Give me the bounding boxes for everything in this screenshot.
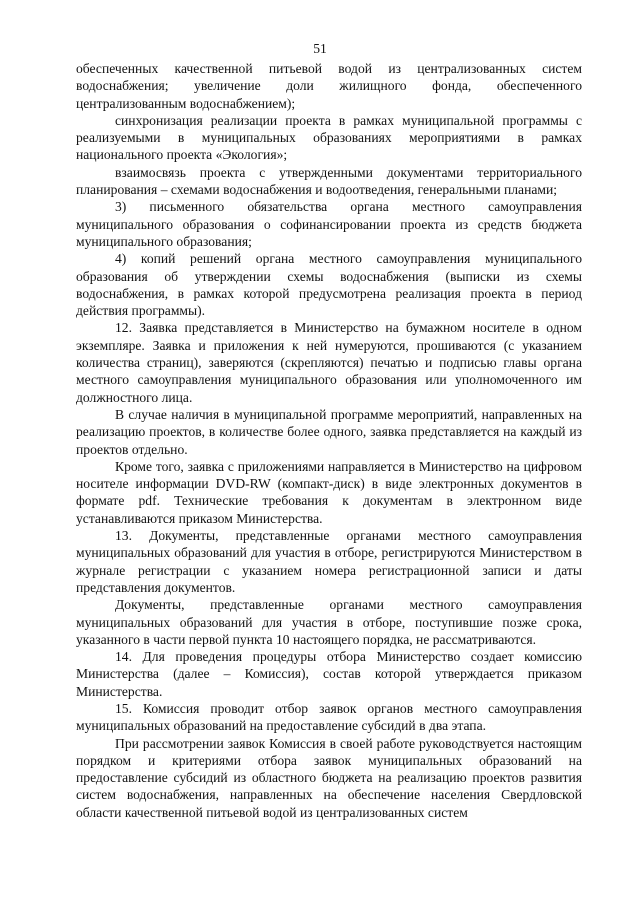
paragraph-clause-14: 14. Для проведения процедуры отбора Министерство создает комиссию Министерства (далее – Комиссия), состав которой утверждается приказом Министерства. (76, 649, 582, 699)
document-body (76, 60, 582, 821)
paragraph-clause-12: 12. Заявка представляется в Министерство на бумажном носителе в одном экземпляре. Заявка и приложения к ней нумеруются, прошиваются (с указанием количества страниц), заверяются (скрепляются) печатью и подписью главы органа местного самоуправления муниципального образования или уполномоченного им должностного лица. (76, 320, 582, 405)
paragraph-late-documents: Документы, представленные органами местного самоуправления муниципальных образований для участия в отборе, поступившие позже срока, указанного в части первой пункта 10 настоящего порядка, не рассматриваются. (76, 597, 582, 647)
paragraph-digital-media: Кроме того, заявка с приложениями направляется в Министерство на цифровом носителе информации DVD-RW (компакт-диск) в виде электронных документов в формате pdf. Технические требования к документам в электронном виде устанавливаются приказом Министерства. (76, 458, 582, 526)
paragraph-multiple-projects: В случае наличия в муниципальной программе мероприятий, направленных на реализацию проектов, в количестве более одного, заявка представляется на каждый из проектов отдельно. (76, 406, 582, 457)
paragraph-interrelation: взаимосвязь проекта с утвержденными документами территориального планирования – схемами водоснабжения и водоотведения, генеральными планами; (76, 164, 582, 198)
paragraph-clause-13: 13. Документы, представленные органами местного самоуправления муниципальных образований для участия в отборе, регистрируются Министерством в журнале регистрации с указанием номера регистрационной записи и даты представления документов. (76, 528, 582, 595)
paragraph-item-4: 4) копий решений органа местного самоуправления муниципального образования об утверждении схемы водоснабжения (выписки из схемы водоснабжения, в рамках которой предусмотрена реализация проекта в период действия программы). (76, 251, 582, 319)
paragraph-review: При рассмотрении заявок Комиссия в своей работе руководствуется настоящим порядком и критериями отбора заявок муниципальных образований на предоставление субсидий из областного бюджета на реализацию проектов развития систем водоснабжения, направленных на обеспечение населения Свердловской области качественной питьевой водой из централизованных систем (76, 735, 582, 820)
page-number: 51 (313, 41, 327, 56)
paragraph-clause-15: 15. Комиссия проводит отбор заявок органов местного самоуправления муниципальных образований на предоставление субсидий в два этапа. (76, 700, 582, 734)
paragraph-continuation: обеспеченных качественной питьевой водой из централизованных систем водоснабжения; увеличение доли жилищного фонда, обеспеченного централизованным водоснабжением); (76, 61, 582, 111)
paragraph-item-3: 3) письменного обязательства органа местного самоуправления муниципального образования о софинансировании проекта из средств бюджета муниципального образования; (76, 199, 582, 249)
paragraph-synchronization: синхронизация реализации проекта в рамках муниципальной программы с реализуемыми в муниципальных образованиях мероприятиями в рамках национального проекта «Экология»; (76, 112, 582, 163)
